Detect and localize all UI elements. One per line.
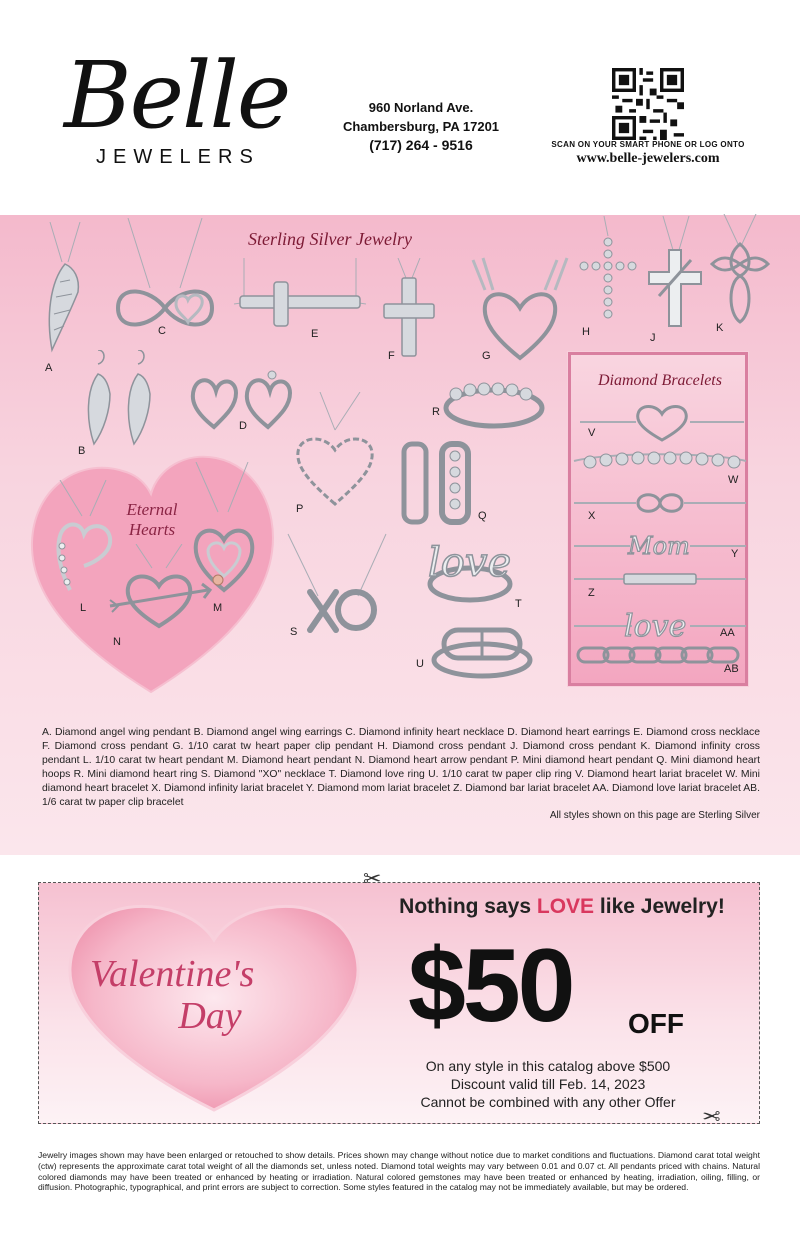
heart-arrow-pendant-image: [106, 544, 212, 630]
angel-wing-earrings-image: [80, 350, 160, 450]
scissors-icon: ✂: [702, 1104, 721, 1129]
bracelet-mom-word: Mom: [628, 532, 690, 560]
cross-necklace-image: [230, 258, 370, 328]
xo-necklace-image: [282, 532, 392, 642]
store-address: [326, 98, 516, 155]
label-r: R: [432, 406, 440, 418]
logo: [64, 42, 304, 170]
heart-ring-image: [440, 376, 548, 432]
address-street: 960 Norland Ave.: [368, 100, 474, 115]
label-k: K: [716, 322, 724, 334]
bracelet-z-image: [572, 566, 748, 592]
discount-off: OFF: [628, 1008, 684, 1039]
qr-caption: SCAN ON YOUR SMART PHONE OR LOG ONTO: [551, 140, 745, 149]
valentines-title-line2: Day: [178, 995, 242, 1037]
label-aa: AA: [720, 627, 735, 639]
eternal-title-line1: Eternal: [126, 500, 178, 519]
catalog-title: Sterling Silver Jewelry: [248, 229, 412, 249]
valentines-title-line1: Valentine's: [90, 953, 255, 995]
website-link[interactable]: www.belle-jewelers.com: [576, 151, 720, 166]
mini-heart-pendant-image: [290, 392, 380, 512]
bracelet-v-image: [578, 398, 746, 444]
logo-script: Belle: [64, 42, 290, 149]
heart-hoops-image: [400, 440, 472, 526]
bracelet-y-image: [572, 526, 748, 564]
qr-code-icon[interactable]: [612, 68, 684, 140]
label-l: L: [80, 602, 87, 614]
sterling-note: All styles shown on this page are Sterling Silver: [549, 810, 760, 821]
tagline-after: like Jewelry!: [594, 895, 725, 918]
eternal-hearts-title: [112, 500, 192, 540]
diamond-bracelets-title: Diamond Bracelets: [598, 372, 722, 389]
item-descriptions: A. Diamond angel wing pendant B. Diamond angel wing earrings C. Diamond infinity heart necklace D. Diamond heart earrings E. Diamond cross necklace F. Diamond cross pendant G. 1/10 carat tw heart paper clip pendant H. Diamond cross pendant J. Diamond cross pendant K. Diamond infinity cross pendant L. 1/10 carat tw heart pendant M. Diamond heart pendant N. Diamond heart arrow pendant P. Mini diamond heart pendant Q. Mini diamond heart hoops R. Mini diamond heart ring S. Diamond "XO" necklace T. Diamond love ring U. 1/10 carat tw paper clip ring V. Diamond heart lariat bracelet W. Mini diamond heart bracelet X. Diamond infinity lariat bracelet Y. Diamond mom lariat bracelet Z. Diamond bar lariat bracelet AA. Diamond love lariat bracelet AB. 1/6 carat tw paper clip bracelet: [42, 727, 760, 808]
label-w: W: [728, 474, 739, 486]
coupon-term-3: Cannot be combined with any other Offer: [420, 1094, 676, 1110]
label-u: U: [416, 658, 424, 670]
label-s: S: [290, 626, 298, 638]
cross-pendant-image: [382, 258, 436, 358]
scissors-icon: ✂: [363, 866, 382, 891]
logo-subtitle: JEWELERS: [96, 146, 260, 168]
label-ab: AB: [724, 663, 739, 675]
label-n: N: [113, 636, 121, 648]
label-d: D: [239, 420, 247, 432]
label-f: F: [388, 350, 395, 362]
label-x: X: [588, 510, 596, 522]
label-c: C: [158, 325, 166, 337]
infinity-cross-pendant-image: [708, 214, 772, 326]
label-m: M: [213, 602, 223, 614]
bracelet-x-image: [572, 488, 748, 518]
bracelet-ab-image: [574, 640, 746, 670]
coupon-term-1: On any style in this catalog above $500: [425, 1058, 671, 1074]
coupon-terms: [398, 1057, 698, 1111]
label-a: A: [45, 362, 53, 374]
coupon-tagline: [384, 895, 740, 919]
label-b: B: [78, 445, 86, 457]
label-v: V: [588, 427, 596, 439]
label-h: H: [582, 326, 590, 338]
label-p: P: [296, 503, 304, 515]
eternal-title-line2: Hearts: [128, 520, 176, 539]
coupon-term-2: Discount valid till Feb. 14, 2023: [450, 1076, 646, 1092]
tagline-love: LOVE: [536, 895, 595, 918]
legal-disclaimer: Jewelry images shown may have been enlarged or retouched to show details. Prices shown may change without notice due to market conditions and fluctuations. Diamond carat total weight (ctw) represents the approximate carat total weight of all the diamonds set, unless noted. Diamond total weights may vary between 0.01 and 0.07 ct. All pendants priced with chains. Natural colored diamonds may have been treated or enhanced by heating or irradiation. Natural colored gemstones may have been treated or enhanced by heating, irradiation, oiling, filling, or diffusion. Photographic, typographical, and print errors are subject to correction. Some styles featured in the catalog may not be immediately available, but may be ordered.: [38, 1150, 760, 1193]
valentines-day-title: [80, 953, 330, 1037]
label-y: Y: [731, 548, 739, 560]
bracelet-love-word: love: [624, 609, 687, 644]
tagline-before: Nothing says: [399, 895, 537, 918]
cross-outline-pendant-image: [645, 216, 705, 331]
diamond-cross-pendant-image: [578, 216, 638, 326]
angel-wing-pendant-image: [40, 222, 90, 362]
store-phone: (717) 264 - 9516: [369, 137, 473, 153]
discount-amount: $50: [408, 928, 573, 1044]
love-ring-image: [420, 538, 530, 608]
paperclip-ring-image: [426, 622, 536, 682]
label-q: Q: [478, 510, 487, 522]
love-ring-word: love: [428, 540, 512, 586]
label-j: J: [650, 332, 656, 344]
label-t: T: [515, 598, 522, 610]
address-city: Chambersburg, PA 17201: [342, 119, 500, 134]
bracelet-w-image: [570, 448, 750, 474]
label-g: G: [482, 350, 491, 362]
label-e: E: [311, 328, 319, 340]
label-z: Z: [588, 587, 595, 599]
